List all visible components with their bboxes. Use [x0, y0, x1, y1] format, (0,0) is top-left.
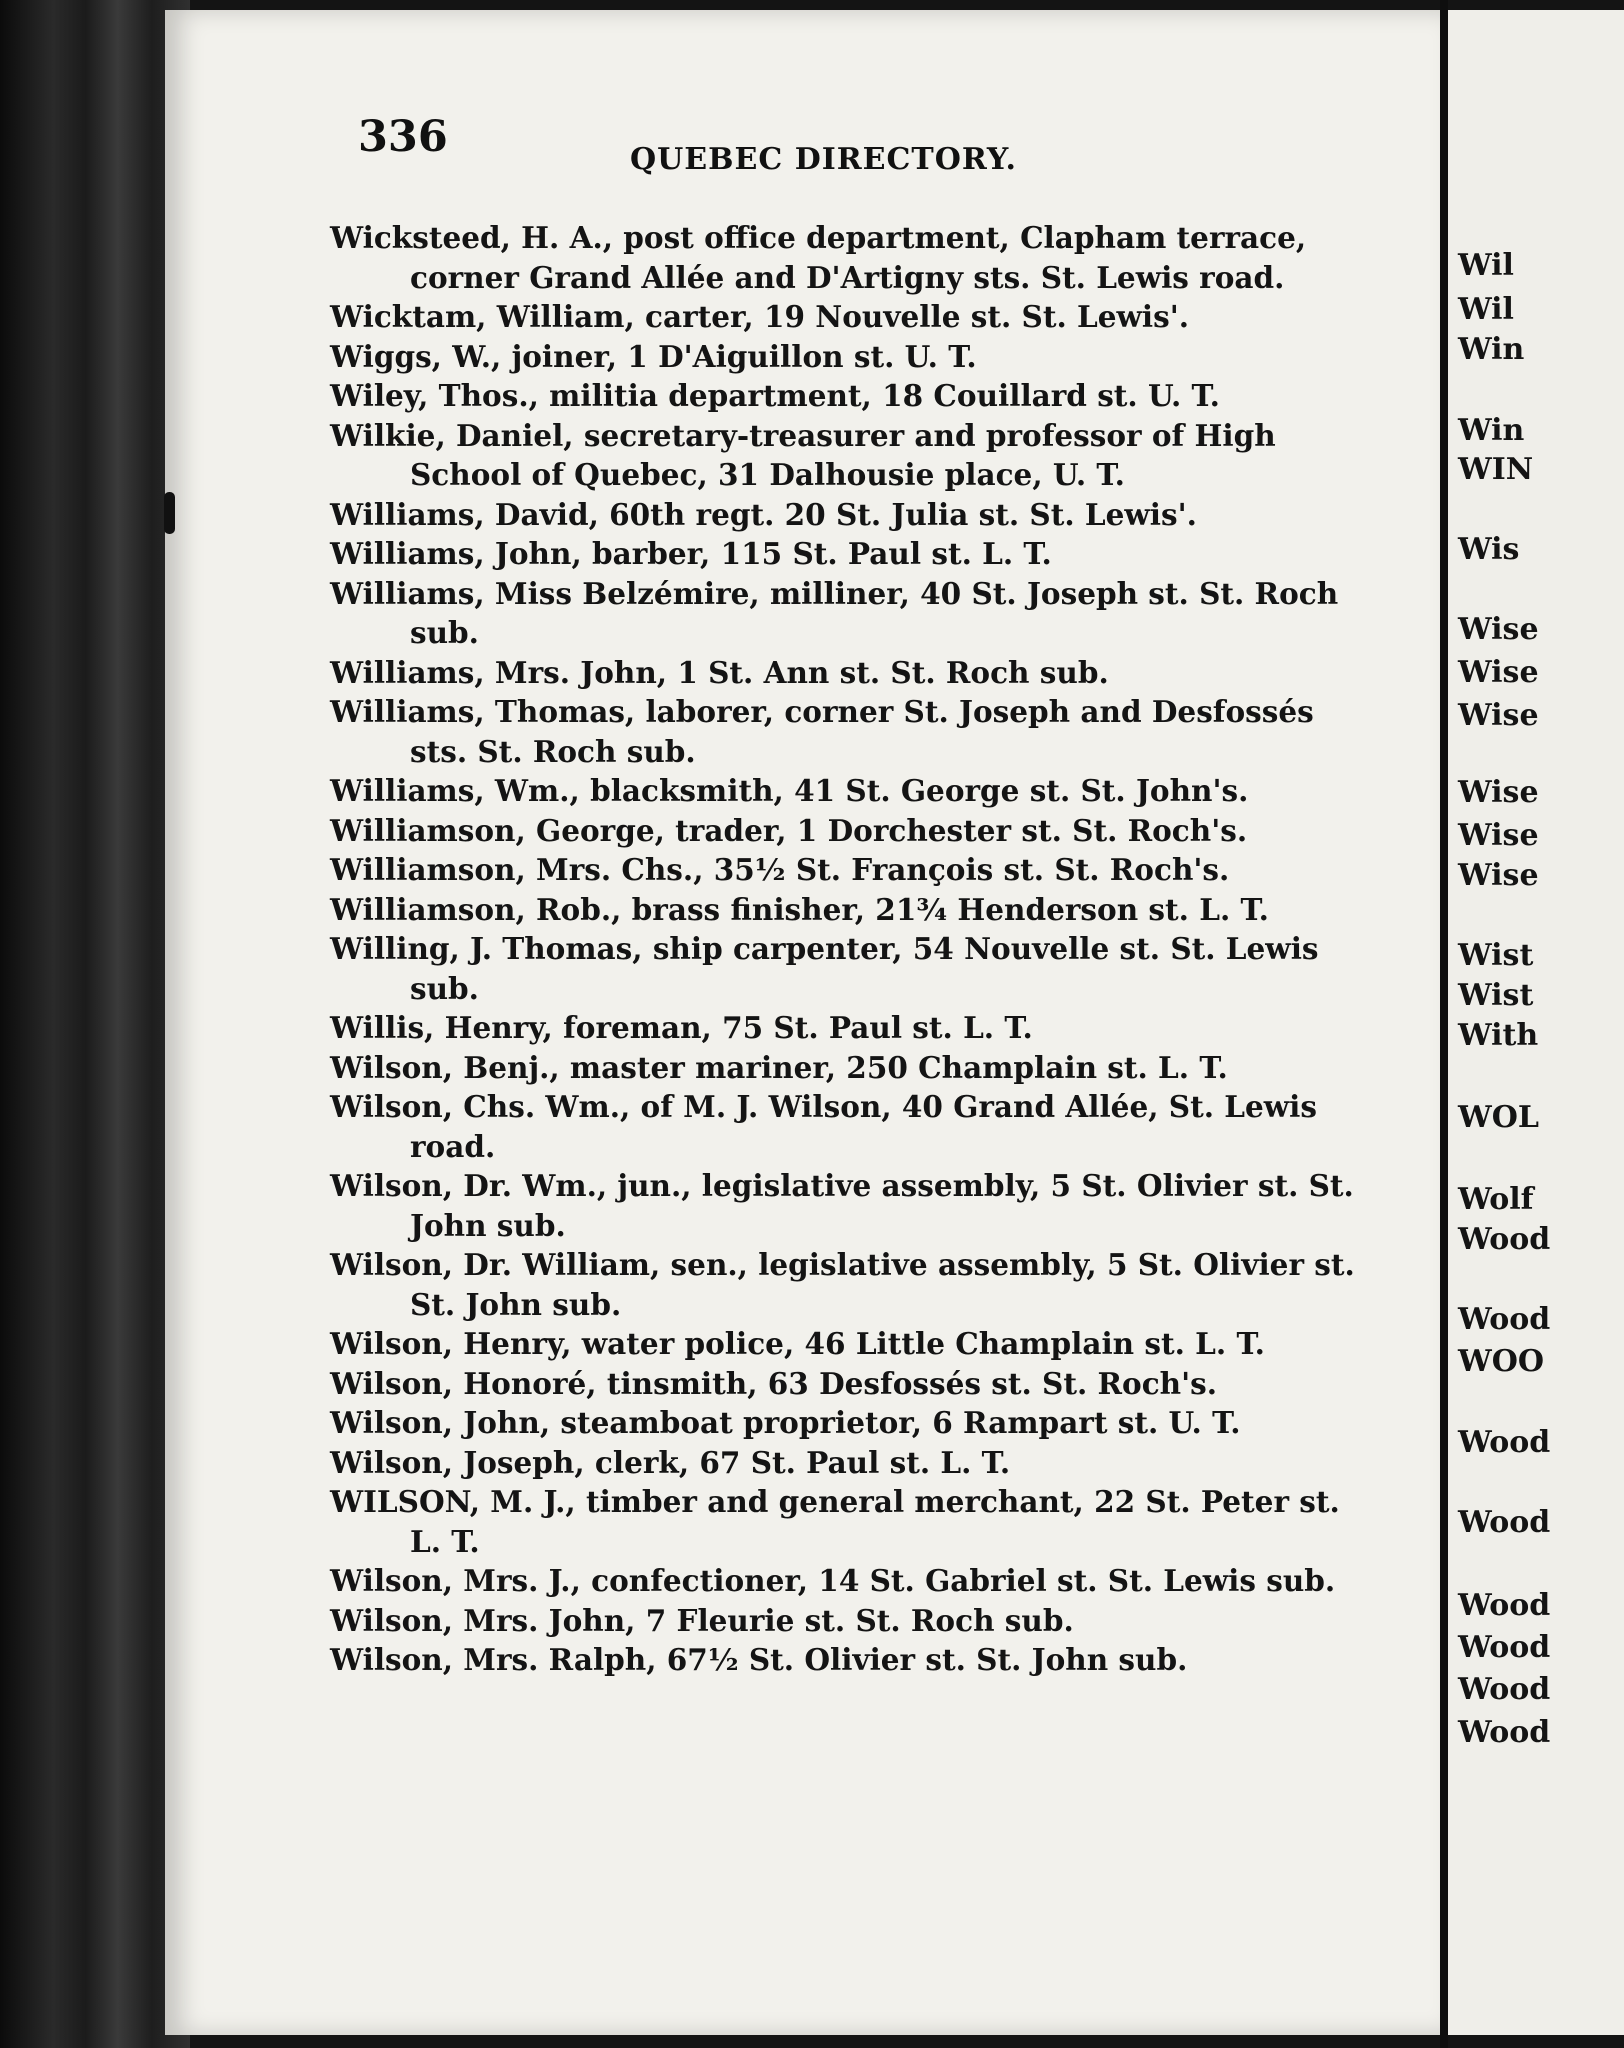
right-page-fragment: Wolf [1458, 1182, 1534, 1217]
directory-entry: Wicksteed, H. A., post office department, Clapham terrace, corner Grand Allée and D'Artigny sts. St. Lewis road. [330, 220, 1307, 295]
directory-entry: Wilson, Mrs. Ralph, 67½ St. Olivier st. St. John sub. [330, 1642, 1188, 1677]
directory-entries [330, 218, 1360, 1680]
page-header [358, 112, 1058, 182]
right-page-fragment: Win [1458, 332, 1525, 367]
right-page-fragment: Win [1458, 413, 1525, 448]
binding-mark [164, 492, 175, 534]
directory-entry: Williamson, Rob., brass finisher, 21¾ Henderson st. L. T. [330, 891, 1269, 927]
directory-entry: WILSON, M. J., timber and general merchant, 22 St. Peter st. L. T. [330, 1484, 1340, 1559]
right-page-fragment: Wood [1458, 1302, 1551, 1337]
directory-entry: Wilson, Mrs. John, 7 Fleurie st. St. Roch sub. [330, 1602, 1074, 1638]
right-page-fragment: Wise [1458, 818, 1539, 853]
right-page-fragment: Wood [1458, 1672, 1551, 1707]
running-title: QUEBEC DIRECTORY. [630, 142, 1017, 177]
right-page-fragment: Wise [1458, 655, 1539, 690]
right-page-fragment: Wood [1458, 1425, 1551, 1460]
directory-entry: Wilson, Dr. Wm., jun., legislative assembly, 5 St. Olivier st. St. John sub. [330, 1168, 1354, 1243]
directory-entry: Wicktam, William, carter, 19 Nouvelle st. St. Lewis'. [330, 299, 1190, 334]
directory-entry: Wilson, Benj., master mariner, 250 Champlain st. L. T. [330, 1049, 1228, 1085]
right-page-fragment: Wood [1458, 1222, 1551, 1257]
right-page-fragment: Wood [1458, 1588, 1551, 1623]
right-page-fragment: Wist [1458, 938, 1534, 973]
book-page-edges [0, 0, 190, 2048]
directory-entry: Williams, David, 60th regt. 20 St. Julia st. St. Lewis'. [330, 496, 1197, 532]
right-page-fragment: Wil [1458, 292, 1514, 327]
directory-entry: Williamson, George, trader, 1 Dorchester st. St. Roch's. [330, 812, 1248, 848]
right-page-fragment: WIN [1458, 452, 1534, 487]
directory-entry: Williams, Miss Belzémire, milliner, 40 St. Joseph st. St. Roch sub. [330, 575, 1339, 650]
directory-entry: Wilkie, Daniel, secretary-treasurer and professor of High School of Quebec, 31 Dalhousie place, U. T. [330, 417, 1276, 492]
right-page-fragment: With [1458, 1018, 1539, 1053]
page-gutter [1440, 0, 1448, 2048]
right-page-fragment: WOL [1458, 1100, 1539, 1135]
directory-entry: Williams, John, barber, 115 St. Paul st. L. T. [330, 536, 1052, 571]
directory-entry: Willing, J. Thomas, ship carpenter, 54 Nouvelle st. St. Lewis sub. [330, 931, 1319, 1006]
right-page-fragment: Wil [1458, 248, 1514, 283]
right-page-fragment: Wise [1458, 775, 1539, 810]
right-page-fragment: Wood [1458, 1715, 1551, 1750]
right-page-fragment: Wist [1458, 978, 1534, 1013]
directory-entry: Wilson, John, steamboat proprietor, 6 Rampart st. U. T. [330, 1405, 1241, 1440]
right-page-fragment: Wood [1458, 1630, 1551, 1665]
right-page-fragment: WOO [1458, 1344, 1544, 1379]
directory-entry: Wilson, Henry, water police, 46 Little Champlain st. L. T. [330, 1326, 1265, 1361]
directory-entry: Wiggs, W., joiner, 1 D'Aiguillon st. U. T. [330, 338, 977, 374]
right-page [1448, 10, 1624, 2035]
directory-entry: Wilson, Mrs. J., confectioner, 14 St. Gabriel st. St. Lewis sub. [330, 1563, 1336, 1598]
directory-entry: Wilson, Joseph, clerk, 67 St. Paul st. L. T. [330, 1444, 1011, 1480]
right-page-fragment: Wise [1458, 698, 1539, 733]
directory-entry: Williams, Wm., blacksmith, 41 St. George st. St. John's. [330, 773, 1249, 808]
directory-entry: Williamson, Mrs. Chs., 35½ St. François st. St. Roch's. [330, 852, 1230, 887]
directory-entry: Wiley, Thos., militia department, 18 Couillard st. U. T. [330, 378, 1220, 413]
right-page-fragment: Wood [1458, 1505, 1551, 1540]
directory-entry: Wilson, Honoré, tinsmith, 63 Desfossés st. St. Roch's. [330, 1365, 1218, 1401]
directory-entry: Williams, Thomas, laborer, corner St. Joseph and Desfossés sts. St. Roch sub. [330, 694, 1314, 769]
directory-entry: Wilson, Chs. Wm., of M. J. Wilson, 40 Grand Allée, St. Lewis road. [330, 1089, 1317, 1164]
directory-entry: Willis, Henry, foreman, 75 St. Paul st. L. T. [330, 1010, 1033, 1045]
right-page-fragment: Wise [1458, 858, 1539, 893]
directory-entry: Williams, Mrs. John, 1 St. Ann st. St. Roch sub. [330, 654, 1109, 690]
right-page-fragment: Wis [1458, 532, 1520, 567]
directory-entry: Wilson, Dr. William, sen., legislative assembly, 5 St. Olivier st. St. John sub. [330, 1247, 1355, 1322]
page-number: 336 [358, 112, 448, 162]
right-page-fragment: Wise [1458, 612, 1539, 647]
